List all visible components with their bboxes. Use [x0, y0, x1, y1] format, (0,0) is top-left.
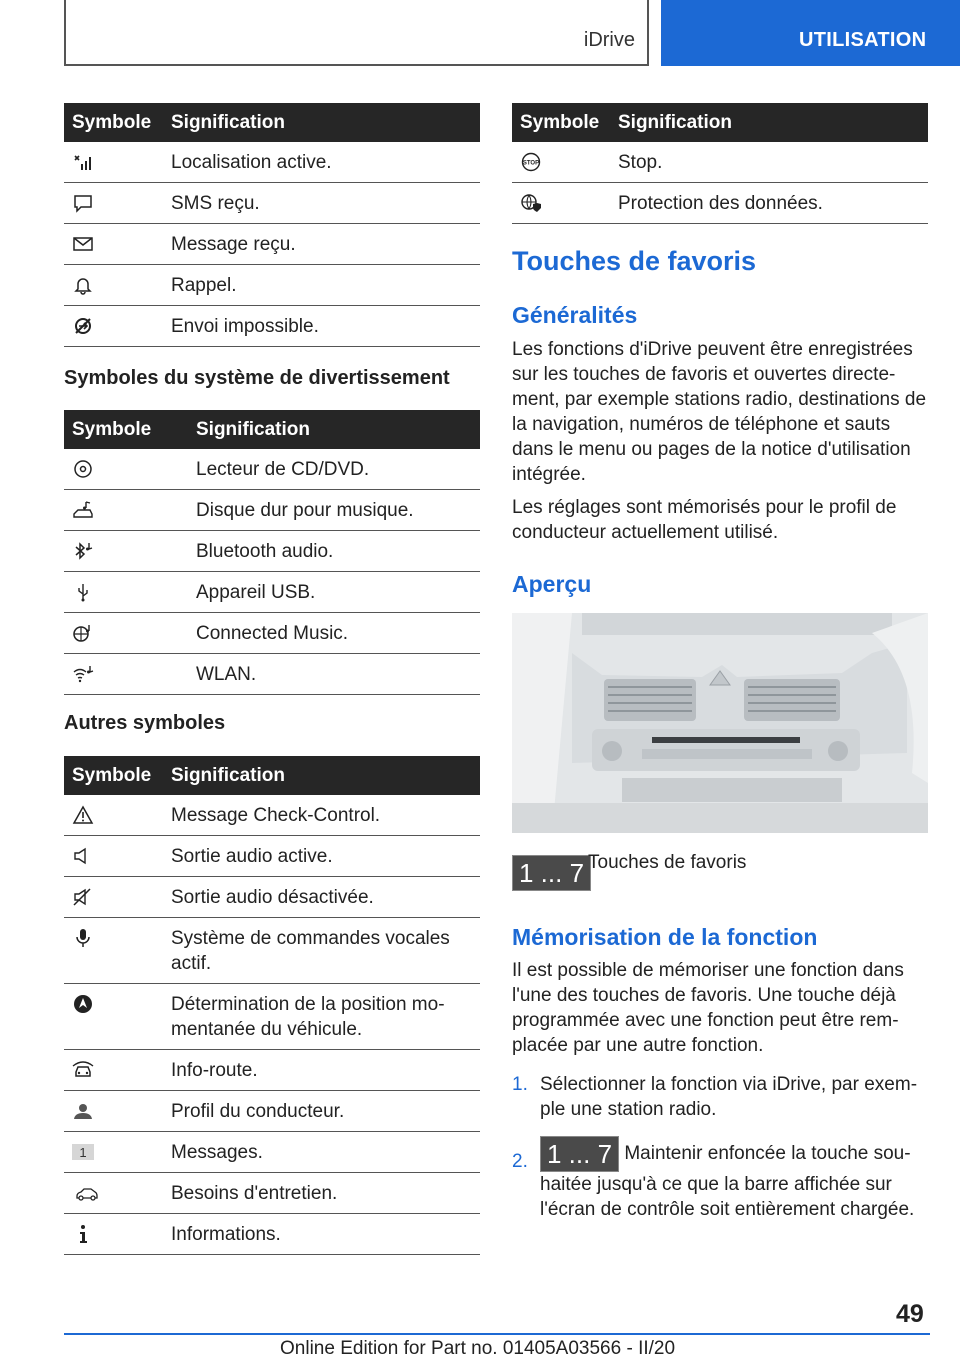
row-meaning: Système de commandes vocales actif.: [163, 918, 480, 984]
table-row: [512, 183, 928, 224]
table-row: [64, 449, 480, 490]
table-row: [64, 918, 480, 984]
table-row: [64, 877, 480, 918]
connected-music-icon: [72, 623, 94, 643]
bell-icon: [72, 275, 94, 295]
row-meaning: Sortie audio active.: [163, 836, 480, 877]
section-title: iDrive: [583, 29, 635, 51]
stop-icon: [520, 152, 542, 172]
speaker-icon: [72, 846, 94, 866]
entertainment-symbols-heading: Symboles du système de divertissement: [64, 367, 450, 389]
send-failed-icon: [72, 316, 94, 336]
bluetooth-audio-icon: [72, 541, 94, 561]
other-symbols-table: [64, 756, 480, 1255]
signal-location-icon: [72, 152, 94, 172]
table-row: [64, 1050, 480, 1091]
row-meaning: SMS reçu.: [163, 183, 480, 224]
wlan-music-icon: [72, 664, 94, 684]
table-header-row: [64, 103, 480, 142]
favorite-keys-title: Touches de favoris: [512, 246, 757, 276]
row-meaning: Envoi impossible.: [163, 306, 480, 347]
usb-icon: [72, 582, 94, 602]
car-service-icon: [72, 1183, 102, 1203]
row-meaning: Message reçu.: [163, 224, 480, 265]
memorize-paragraph: Il est possible de mémoriser une fonction dans l'une des touches de favoris. Une touche déjà programmée avec une fonction peut être remplacée par une autre fonction.: [512, 960, 904, 1056]
favorite-keys-label: 1 ... 7: [540, 1136, 619, 1172]
traffic-info-icon: [72, 1060, 94, 1080]
favorite-keys-label: 1 ... 7: [512, 855, 591, 891]
badge-number: 1: [79, 1145, 87, 1160]
step-number: 2.: [512, 1151, 528, 1172]
dashboard-illustration: [512, 613, 928, 833]
table-row: [512, 142, 928, 183]
other-symbols-heading: Autres symboles: [64, 712, 226, 734]
row-meaning: Besoins d'entretien.: [163, 1173, 480, 1214]
overview-heading: Aperçu: [512, 571, 592, 597]
microphone-icon: [72, 928, 94, 948]
row-meaning: Connected Music.: [188, 613, 480, 654]
table-header-row: [64, 756, 480, 795]
row-meaning: Messages.: [163, 1132, 480, 1173]
row-meaning: Informations.: [163, 1214, 480, 1255]
sms-bubble-icon: [72, 193, 94, 213]
page-number: 49: [896, 1300, 924, 1328]
column-header-meaning: Signification: [163, 756, 480, 795]
hard-disk-music-icon: [72, 500, 94, 520]
gps-position-icon: [72, 994, 94, 1014]
header-chapter-box: [661, 0, 960, 66]
footer-edition: Online Edition for Part no. 01405A03566 - II/20: [280, 1338, 676, 1359]
column-header-meaning: Signification: [188, 410, 480, 449]
general-paragraph-1: Les fonctions d'iDrive peuvent être enregistrées sur les touches de favoris et ouvertes directement, par exemple stations radio, destinations de la navigation, numéros de téléphone et sauts dans le menu ou pages de la notice d'utilisation intégrée.: [512, 339, 927, 485]
table-row: [64, 183, 480, 224]
symbols-table-top-left: [64, 103, 480, 347]
row-meaning: Message Check-Control.: [163, 795, 480, 836]
speaker-muted-icon: [72, 887, 94, 907]
photo-caption: Touches de favoris: [588, 852, 747, 873]
table-row: [64, 1132, 480, 1173]
table-row: [64, 836, 480, 877]
table-row: [64, 572, 480, 613]
row-meaning: Bluetooth audio.: [188, 531, 480, 572]
table-row: [64, 265, 480, 306]
table-header-row: [512, 103, 928, 142]
row-meaning: Localisation active.: [163, 142, 480, 183]
row-meaning: Rappel.: [163, 265, 480, 306]
warning-triangle-icon: [72, 805, 94, 825]
column-header-symbol: Symbole: [64, 756, 163, 795]
header-section-box: [64, 0, 649, 66]
table-row: [64, 224, 480, 265]
info-icon: [72, 1224, 94, 1244]
list-item: [512, 1136, 930, 1222]
step-text: Maintenir enfoncée la touche souhaitée jusqu'à ce que la barre affichée sur l'écran de contrôle soit entièrement chargée.: [540, 1143, 915, 1220]
messages-badge-icon: [72, 1142, 94, 1162]
row-meaning: Appareil USB.: [188, 572, 480, 613]
row-meaning: Lecteur de CD/DVD.: [188, 449, 480, 490]
row-meaning: Disque dur pour musique.: [188, 490, 480, 531]
table-row: [64, 531, 480, 572]
envelope-icon: [72, 234, 94, 254]
table-row: [64, 984, 480, 1050]
table-row: [64, 654, 480, 695]
row-meaning: Info-route.: [163, 1050, 480, 1091]
data-protection-icon: [520, 193, 542, 213]
general-heading: Généralités: [512, 302, 638, 328]
footer-divider: [64, 1333, 930, 1335]
table-row: [64, 1214, 480, 1255]
table-row: [64, 142, 480, 183]
column-header-meaning: Signification: [610, 103, 928, 142]
table-row: [64, 795, 480, 836]
entertainment-symbols-table: [64, 410, 480, 695]
row-meaning: Détermination de la position momentanée du véhicule.: [163, 984, 480, 1050]
table-row: [64, 1091, 480, 1132]
column-header-symbol: Symbole: [64, 103, 163, 142]
row-meaning: Protection des données.: [610, 183, 928, 224]
chapter-title: UTILISATION: [799, 29, 927, 51]
table-row: [64, 613, 480, 654]
table-row: [64, 306, 480, 347]
step-number: 1.: [512, 1074, 528, 1095]
table-row: [64, 1173, 480, 1214]
row-meaning: WLAN.: [188, 654, 480, 695]
dashboard-photo: [512, 613, 928, 833]
memorize-steps: [512, 1072, 930, 1234]
column-header-meaning: Signification: [163, 103, 480, 142]
driver-profile-icon: [72, 1101, 94, 1121]
general-paragraph-2: Les réglages sont mémorisés pour le profil de conducteur actuellement utilisé.: [512, 497, 897, 543]
step-text: Sélectionner la fonction via iDrive, par exemple une station radio.: [540, 1074, 918, 1120]
column-header-symbol: Symbole: [64, 410, 188, 449]
memorize-heading: Mémorisation de la fonction: [512, 924, 818, 950]
column-header-symbol: Symbole: [512, 103, 610, 142]
row-meaning: Sortie audio désactivée.: [163, 877, 480, 918]
svg-text:STOP: STOP: [522, 160, 540, 167]
table-row: [64, 490, 480, 531]
row-meaning: Profil du conducteur.: [163, 1091, 480, 1132]
list-item: [512, 1072, 930, 1122]
row-meaning: Stop.: [610, 142, 928, 183]
cd-dvd-icon: [72, 459, 94, 479]
table-header-row: [64, 410, 480, 449]
symbols-table-top-right: [512, 103, 928, 224]
